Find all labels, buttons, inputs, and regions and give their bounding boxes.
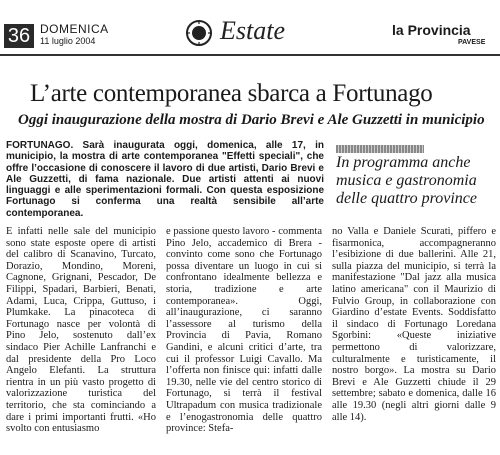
- article-subtitle: Oggi inaugurazione della mostra di Dario Brevi e Ale Guzzetti in municipio: [18, 112, 485, 128]
- body-column-2: [166, 226, 322, 435]
- page-number: 36: [4, 24, 34, 48]
- dateline: FORTUNAGO.: [6, 140, 74, 151]
- body-column-3: [332, 226, 496, 423]
- sidebar-title: In programma anche musica e gastronomia delle quattro province: [336, 154, 477, 207]
- article-lead: [6, 140, 324, 219]
- sidebar-kicker: [336, 140, 426, 150]
- header-rule: [0, 54, 500, 56]
- issue-date: 11 luglio 2004: [40, 36, 96, 46]
- weekday: DOMENICA: [40, 22, 109, 36]
- article-title: L’arte contemporanea sbarca a Fortunago: [30, 80, 433, 107]
- section-name: Estate: [220, 16, 285, 45]
- lead-text: Sarà inaugurata oggi, domenica, alle 17, in municipio, la mostra di arte contemporanea "Effetti speciali", che offre l’occasione di conoscere il lavoro di due artisti, Dario Brevi e Ale Guzzetti, di fama nazionale. Due artisti attenti ai nuovi linguaggi e alle sperimentazioni formali. Con questa esposizione Fortunago si conferma una realtà sensibile all’arte contemporanea.: [6, 140, 324, 219]
- edition-name: PAVESE: [458, 39, 486, 46]
- column-2-text: e passione questo lavoro - commenta Pino Jelo, accademico di Brera - convinto come sono che Fortunago possa diventare un luogo in cui si confrontano idealmente bellezza e storia, tradizione e arte contemporanea». Oggi, all’inaugurazione, ci saranno l’assessore al turismo della Provincia di Pavia, Romano Gandini, e alcuni critici d’arte, tra cui il professor Luigi Cavallo. Ma l’offerta non finisce qui: infatti dalle 19.30, nelle vie del centro storico di Fortunago, si terrà il festival Ultrapadum con musica tradizionale e l’enogastronomia delle quattro province: Stefa-: [166, 226, 322, 435]
- column-3-text: no Valla e Daniele Scurati, piffero e fisarmonica, accompagneranno l’esibizione di due ballerini. Alle 21, sulla piazza del municipio, si terrà la manifestazione "Dal jazz alla musica latino americana" con il Maurizio di Fulvio Group, in collaborazione con Giardino d’estate Events. Soddisfatto il sindaco di Fortunago Loredana Sgorbini: «Queste iniziative permettono di valorizzare, culturalmente e turisticamente, il nostro borgo». La mostra su Dario Brevi e Ale Guzzetti chiude il 29 settembre; sabato e domenica, dalle 16 alle 19.30 (negli altri giorni dalle 9 alle 14).: [332, 226, 496, 423]
- sun-logo-icon: [186, 20, 212, 46]
- newspaper-name: la Provincia: [392, 22, 471, 38]
- sidebar-kicker-bar: [336, 145, 424, 153]
- body-column-1: [6, 226, 156, 435]
- column-1-text: E infatti nelle sale del municipio sono state esposte opere di artisti del calibro di Scanavino, Turcato, Dorazio, Mondino, Moreni, Cagnone, Grignani, Pescador, De Filippi, Spadari, Barbieri, Benati, Adami, Luca, Crippa, Guttuso, i Plumkake. La pinacoteca di Fortunago nasce per volontà di Pino Jelo, sostenuto dall’ex sindaco Pier Achille Lanfranchi e dal presidente della Pro Loco Angelo Elefanti. La struttura rientra in un più vasto progetto di valorizzazione turistica del territorio, che sta cominciando a dare i primi importanti frutti. «Ho svolto con entusiasmo: [6, 226, 156, 435]
